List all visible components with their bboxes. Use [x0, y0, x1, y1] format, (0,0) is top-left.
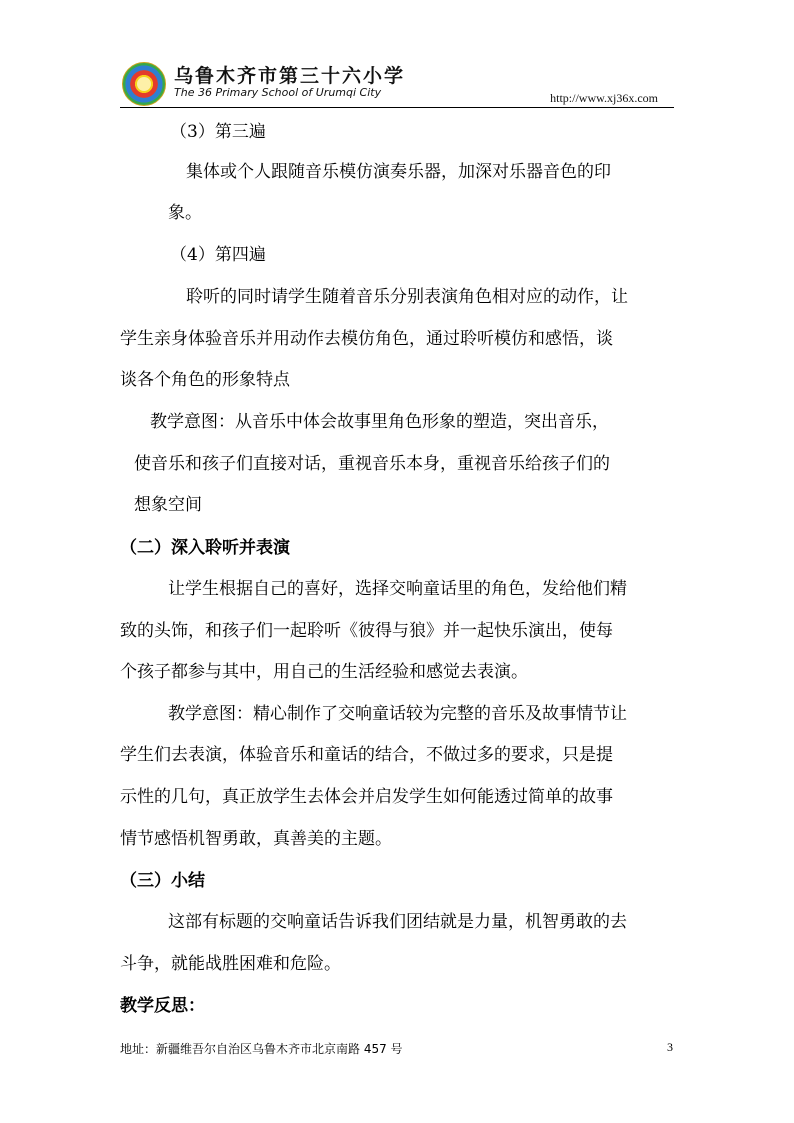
paragraph-line: 示性的几句，真正放学生去体会并启发学生如何能透过简单的故事	[120, 787, 613, 807]
page-number: 3	[667, 1040, 673, 1054]
paragraph-line: 这部有标题的交响童话告诉我们团结就是力量，机智勇敢的去	[168, 912, 627, 932]
school-name-cn: 乌鲁木齐市第三十六小学	[174, 65, 406, 87]
school-name-en: The 36 Primary School of Urumqi City	[174, 86, 382, 99]
section-heading-3: （三）小结	[120, 871, 205, 891]
paragraph-line: 使音乐和孩子们直接对话，重视音乐本身，重视音乐给孩子们的	[134, 454, 610, 474]
paragraph-line: 致的头饰，和孩子们一起聆听《彼得与狼》并一起快乐演出，使每	[120, 621, 613, 641]
paragraph-line: 象。	[168, 203, 202, 223]
paragraph-line: 情节感悟机智勇敢，真善美的主题。	[120, 829, 392, 849]
paragraph-line: 教学意图：从音乐中体会故事里角色形象的塑造，突出音乐，	[150, 412, 609, 432]
step-heading-3: （3）第三遍	[170, 122, 266, 142]
reflection-heading: 教学反思：	[120, 996, 205, 1016]
paragraph-line: 聆听的同时请学生随着音乐分别表演角色相对应的动作，让	[186, 287, 628, 307]
section-heading-2: （二）深入聆听并表演	[120, 538, 290, 558]
paragraph-line: 让学生根据自己的喜好，选择交响童话里的角色，发给他们精	[168, 579, 627, 599]
paragraph-line: 学生们去表演，体验音乐和童话的结合，不做过多的要求，只是提	[120, 745, 613, 765]
page-header	[120, 58, 674, 108]
paragraph-line: 学生亲身体验音乐并用动作去模仿角色，通过聆听模仿和感悟，谈	[120, 329, 613, 349]
step-heading-4: （4）第四遍	[170, 245, 266, 265]
paragraph-line: 个孩子都参与其中，用自己的生活经验和感觉去表演。	[120, 662, 528, 682]
paragraph-line: 集体或个人跟随音乐模仿演奏乐器，加深对乐器音色的印	[186, 162, 611, 182]
paragraph-line: 想象空间	[134, 495, 202, 515]
school-url[interactable]: http://www.xj36x.com	[550, 91, 658, 105]
footer-address: 地址：新疆维吾尔自治区乌鲁木齐市北京南路 457 号	[120, 1042, 403, 1056]
header-divider	[120, 107, 674, 108]
paragraph-line: 谈各个角色的形象特点	[120, 370, 290, 390]
paragraph-line: 教学意图：精心制作了交响童话较为完整的音乐及故事情节让	[168, 704, 627, 724]
school-logo	[122, 62, 166, 106]
paragraph-line: 斗争，就能战胜困难和危险。	[120, 954, 341, 974]
